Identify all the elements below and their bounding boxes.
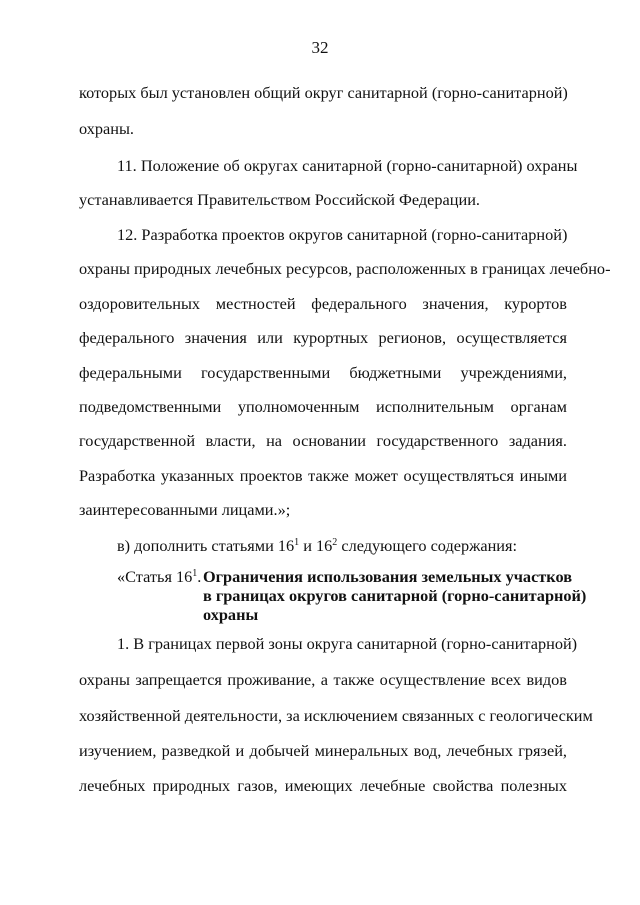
page-number: 32 bbox=[311, 38, 329, 57]
article-title-line: охраны bbox=[203, 605, 259, 624]
text-line: федерального значения или курортных регионов, осуществляется bbox=[79, 328, 567, 347]
superscript: 2 bbox=[332, 537, 338, 548]
text-line: оздоровительных местностей федерального значения, курортов bbox=[79, 294, 567, 313]
text-line: охраны природных лечебных ресурсов, расположенных в границах лечебно- bbox=[79, 259, 611, 278]
text-line: 1. В границах первой зоны округа санитарной (горно-санитарной) bbox=[117, 634, 578, 653]
amendment-middle: и 16 bbox=[299, 536, 333, 555]
amendment-suffix: следующего содержания: bbox=[337, 536, 518, 555]
text-line: заинтересованными лицами.»; bbox=[79, 500, 291, 519]
amendment-prefix: в) дополнить статьями 16 bbox=[117, 536, 295, 555]
text-line: которых был установлен общий округ санитарной (горно-санитарной) bbox=[79, 83, 568, 102]
text-line: хозяйственной деятельности, за исключением связанных с геологическим bbox=[79, 706, 593, 725]
text-line: охраны запрещается проживание, а также осуществление всех видов bbox=[79, 670, 567, 689]
superscript: 1 bbox=[294, 537, 300, 548]
superscript: 1 bbox=[192, 568, 198, 579]
article-label-suffix: . bbox=[197, 567, 202, 586]
text-line: охраны. bbox=[79, 119, 134, 138]
article-title-line: Ограничения использования земельных участков bbox=[203, 567, 572, 586]
article-title-line: в границах округов санитарной (горно-санитарной) bbox=[203, 586, 587, 605]
article-label bbox=[117, 567, 201, 587]
text-line: Разработка указанных проектов также может осуществляться иными bbox=[79, 466, 567, 485]
text-line: государственной власти, на основании государственного задания. bbox=[79, 431, 567, 450]
text-line: лечебных природных газов, имеющих лечебные свойства полезных bbox=[79, 776, 567, 795]
article-title bbox=[203, 567, 587, 624]
article-label-prefix: «Статья 16 bbox=[117, 567, 193, 586]
text-line: 12. Разработка проектов округов санитарной (горно-санитарной) bbox=[117, 225, 568, 244]
text-line: устанавливается Правительством Российской Федерации. bbox=[79, 190, 480, 209]
text-line: подведомственными уполномоченным исполнительным органам bbox=[79, 397, 567, 416]
text-line: федеральными государственными бюджетными учреждениями, bbox=[79, 363, 567, 382]
text-line: 11. Положение об округах санитарной (горно-санитарной) охраны bbox=[117, 156, 578, 175]
text-line: изучением, разведкой и добычей минеральных вод, лечебных грязей, bbox=[79, 741, 567, 760]
amendment-line bbox=[117, 536, 567, 556]
